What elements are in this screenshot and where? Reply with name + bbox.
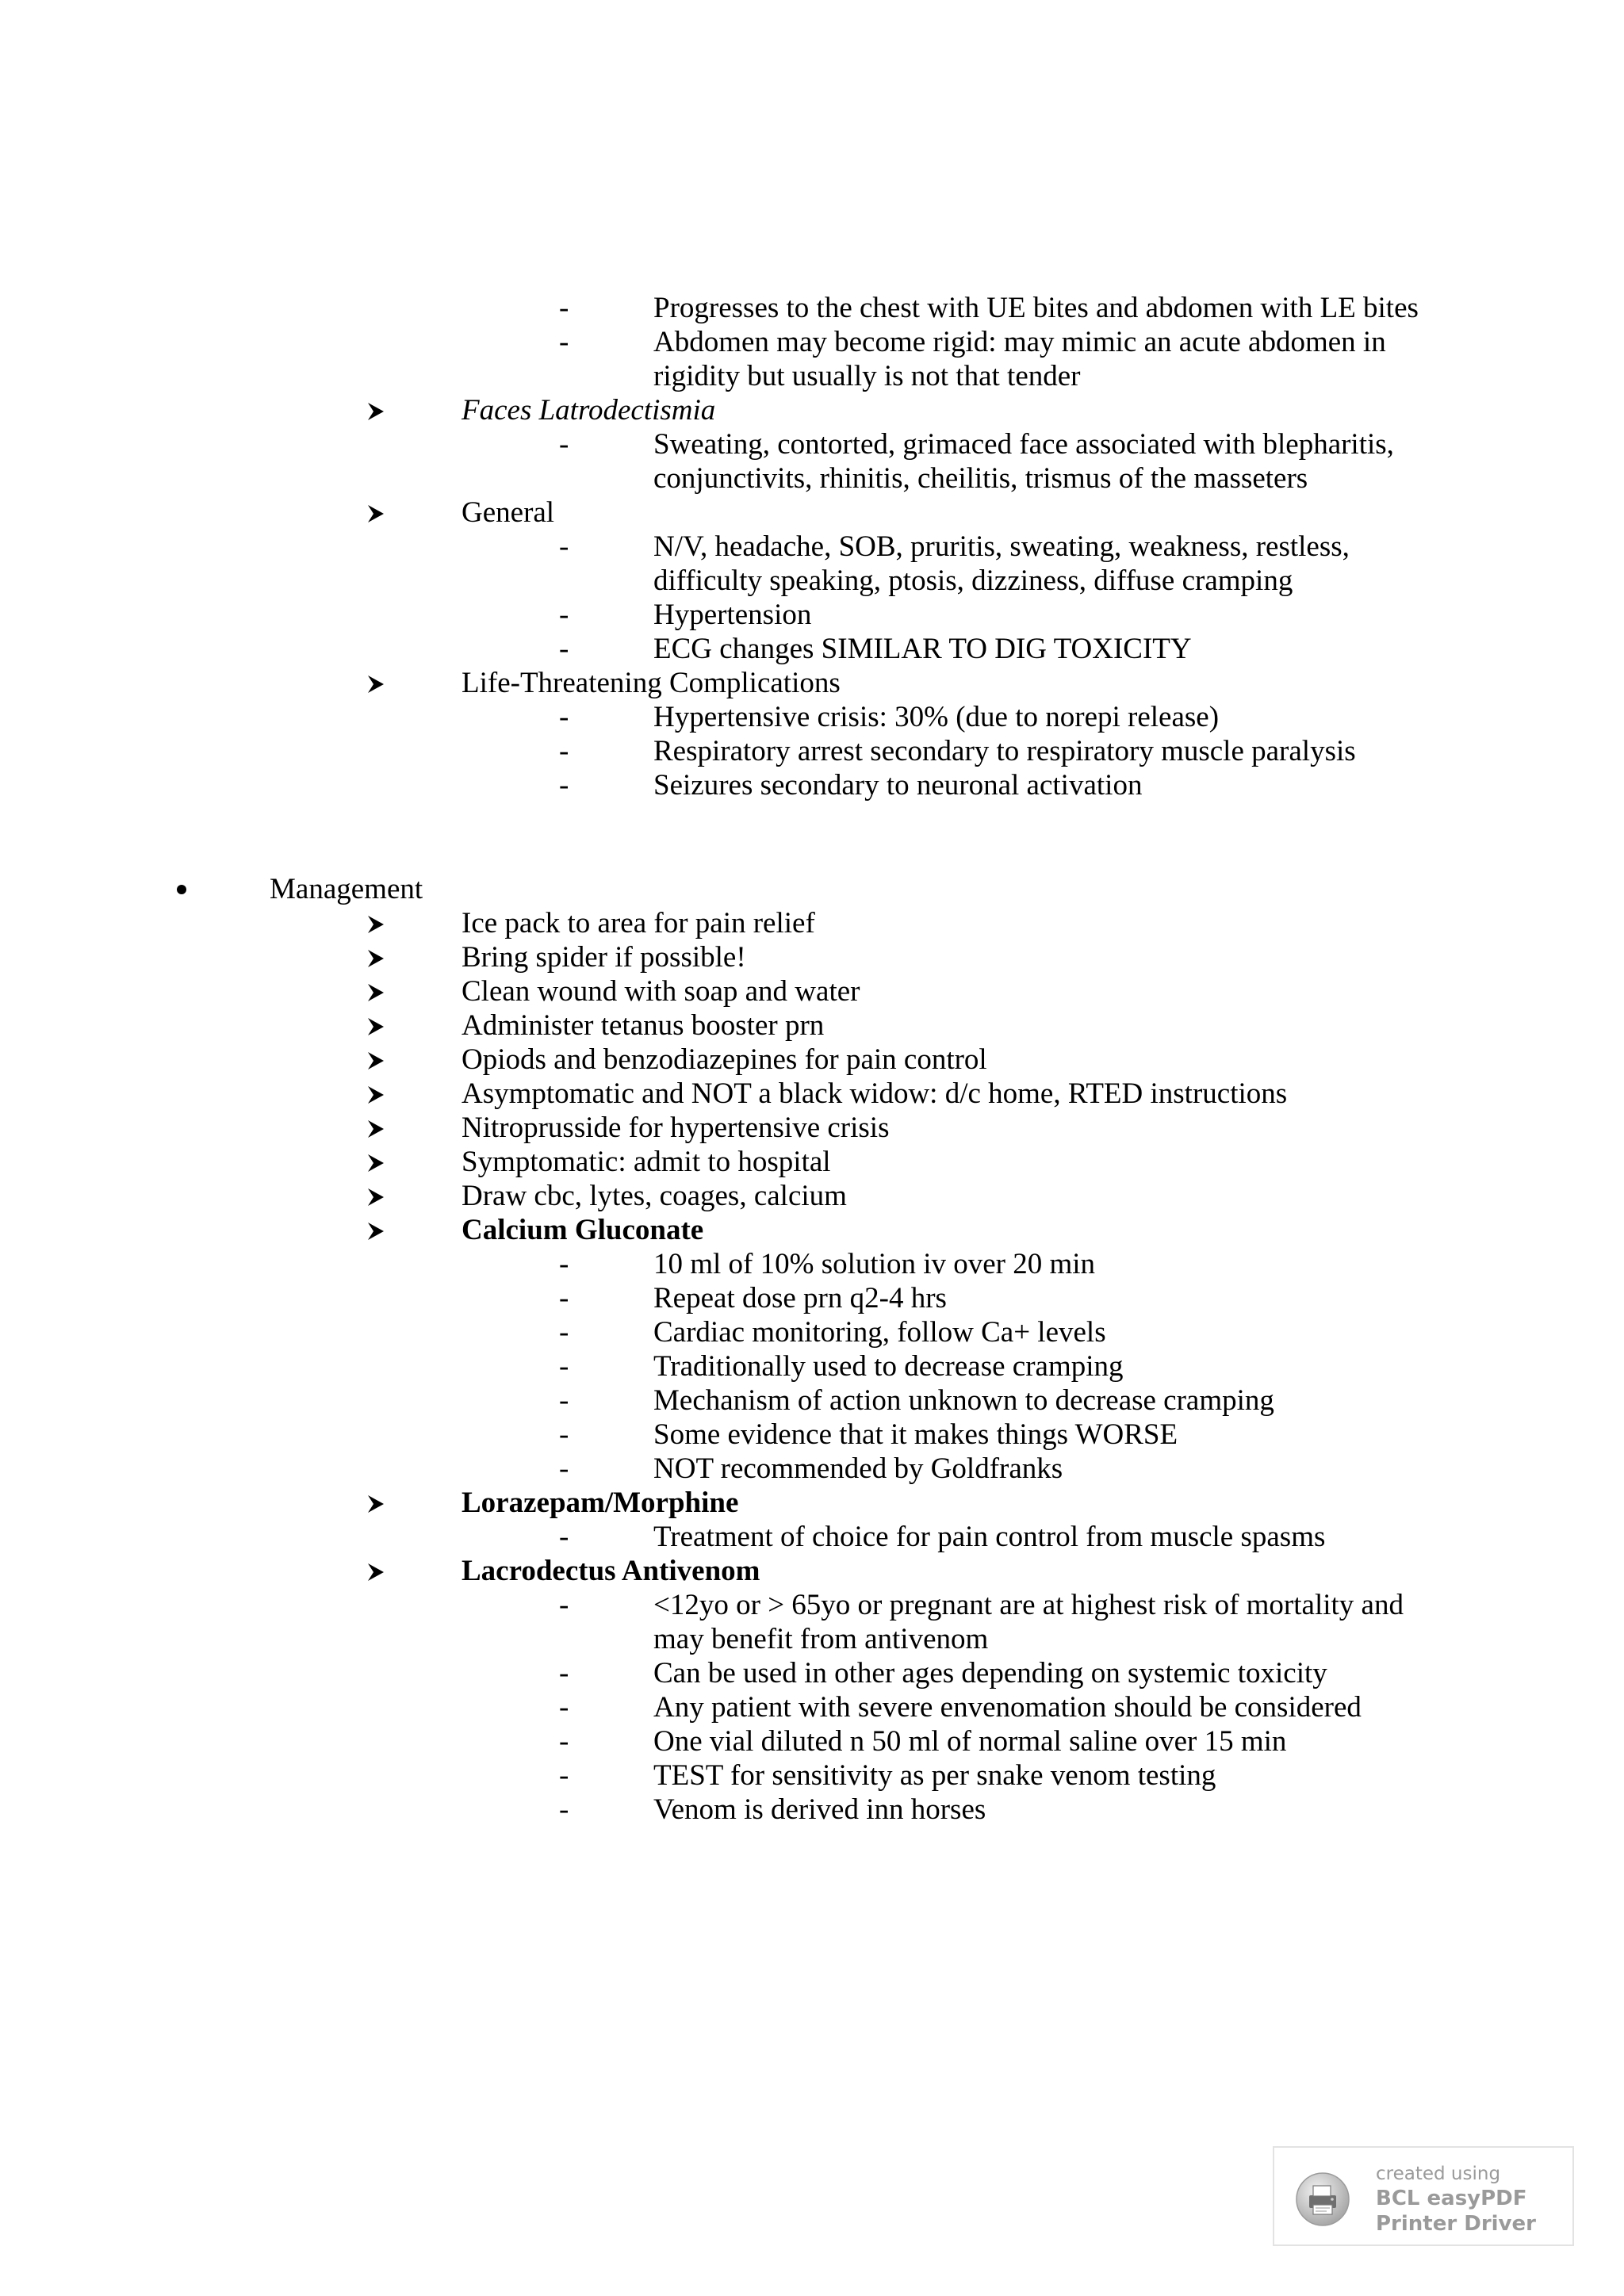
line-text: Hypertensive crisis: 30% (due to norepi release) (653, 701, 1220, 733)
line-text: Lorazepam/Morphine (462, 1487, 739, 1519)
arrow-bullet-icon (366, 974, 390, 1008)
arrow-bullet-icon (366, 1077, 390, 1111)
document-line (0, 1383, 1624, 1418)
dash-marker: - (559, 1282, 569, 1314)
arrow-bullet-icon (366, 496, 390, 530)
badge-line-product: BCL easyPDF (1376, 2187, 1527, 2210)
dash-marker: - (559, 735, 569, 767)
line-text: 10 ml of 10% solution iv over 20 min (653, 1248, 1096, 1280)
document-line (0, 1179, 1624, 1213)
dash-marker: - (559, 599, 569, 631)
document-line (0, 1281, 1624, 1315)
line-text: difficulty speaking, ptosis, dizziness, diffuse cramping (653, 564, 1293, 597)
dash-marker: - (559, 1384, 569, 1417)
document-line (0, 427, 1624, 461)
dash-marker: - (559, 1350, 569, 1383)
line-text: Management (270, 873, 423, 905)
line-text: One vial diluted n 50 ml of normal saline over 15 min (653, 1725, 1287, 1758)
line-text: Hypertension (653, 599, 812, 631)
arrow-bullet-icon (366, 1179, 390, 1213)
arrow-bullet-icon (366, 1486, 390, 1520)
arrow-bullet-icon (366, 1213, 390, 1247)
arrow-bullet-icon (366, 1008, 390, 1043)
dash-marker: - (559, 292, 569, 324)
document-line (0, 974, 1624, 1008)
document-line (0, 530, 1624, 564)
dash-marker: - (559, 701, 569, 733)
line-text: <12yo or > 65yo or pregnant are at highest risk of mortality and (653, 1589, 1404, 1621)
line-text: Nitroprusside for hypertensive crisis (462, 1112, 890, 1144)
arrow-bullet-icon (366, 940, 390, 974)
dash-marker: - (559, 1759, 569, 1792)
dash-marker: - (559, 1521, 569, 1553)
line-text: Asymptomatic and NOT a black widow: d/c home, RTED instructions (462, 1077, 1288, 1110)
document-line (0, 1213, 1624, 1247)
line-text: Calcium Gluconate (462, 1214, 704, 1246)
document-line (0, 461, 1624, 496)
bcl-easypdf-badge (1273, 2146, 1574, 2246)
line-text: rigidity but usually is not that tender (653, 360, 1081, 392)
line-text: Repeat dose prn q2-4 hrs (653, 1282, 947, 1314)
line-text: Any patient with severe envenomation should be considered (653, 1691, 1362, 1724)
document-line (0, 1111, 1624, 1145)
document-line (0, 1554, 1624, 1588)
document-line (0, 1520, 1624, 1554)
line-text: ECG changes SIMILAR TO DIG TOXICITY (653, 633, 1192, 665)
line-text: Opiods and benzodiazepines for pain control (462, 1043, 987, 1076)
dash-marker: - (559, 1589, 569, 1621)
dash-marker: - (559, 1418, 569, 1451)
document-line (0, 1758, 1624, 1793)
document-line (0, 940, 1624, 974)
line-text: Lacrodectus Antivenom (462, 1555, 760, 1587)
document-line (0, 1008, 1624, 1043)
line-text: Ice pack to area for pain relief (462, 907, 815, 939)
arrow-bullet-icon (366, 1145, 390, 1179)
document-line (0, 564, 1624, 598)
document-line (0, 700, 1624, 734)
document-line (0, 1452, 1624, 1486)
line-text: Symptomatic: admit to hospital (462, 1146, 831, 1178)
printer-logo-icon (1295, 2172, 1350, 2227)
line-text: Cardiac monitoring, follow Ca+ levels (653, 1316, 1106, 1349)
arrow-bullet-icon (366, 1043, 390, 1077)
dash-marker: - (559, 633, 569, 665)
line-text: N/V, headache, SOB, pruritis, sweating, weakness, restless, (653, 530, 1350, 563)
document-line (0, 1793, 1624, 1827)
dash-marker: - (559, 1316, 569, 1349)
document-line (0, 1724, 1624, 1758)
document-line (0, 1690, 1624, 1724)
document-line (0, 1145, 1624, 1179)
line-text: Life-Threatening Complications (462, 667, 841, 699)
arrow-bullet-icon (366, 1554, 390, 1588)
dash-marker: - (559, 1793, 569, 1826)
arrow-bullet-icon (366, 393, 390, 427)
dash-marker: - (559, 326, 569, 358)
document-line (0, 906, 1624, 940)
document-line (0, 325, 1624, 359)
line-text: Draw cbc, lytes, coages, calcium (462, 1180, 847, 1212)
dash-marker: - (559, 530, 569, 563)
arrow-bullet-icon (366, 666, 390, 700)
line-text: Sweating, contorted, grimaced face associated with blepharitis, (653, 428, 1394, 461)
document-line (0, 1622, 1624, 1656)
bullet-dot-icon (177, 885, 186, 894)
document-line (0, 734, 1624, 768)
line-text: Traditionally used to decrease cramping (653, 1350, 1124, 1383)
document-line (0, 1486, 1624, 1520)
document-line (0, 768, 1624, 802)
document-line (0, 1418, 1624, 1452)
dash-marker: - (559, 1248, 569, 1280)
line-text: Clean wound with soap and water (462, 975, 860, 1008)
badge-line-driver: Printer Driver (1376, 2212, 1536, 2236)
dash-marker: - (559, 1691, 569, 1724)
line-text: conjunctivits, rhinitis, cheilitis, trismus of the masseters (653, 462, 1308, 495)
document-line (0, 1077, 1624, 1111)
line-text: Bring spider if possible! (462, 941, 746, 974)
line-text: Seizures secondary to neuronal activation (653, 769, 1143, 802)
document-line (0, 359, 1624, 393)
dash-marker: - (559, 1657, 569, 1689)
line-text: Can be used in other ages depending on systemic toxicity (653, 1657, 1327, 1689)
document-line (0, 632, 1624, 666)
document-line (0, 1043, 1624, 1077)
document-line (0, 1656, 1624, 1690)
line-text: Faces Latrodectismia (462, 394, 716, 427)
line-text: may benefit from antivenom (653, 1623, 989, 1655)
line-text: Progresses to the chest with UE bites and abdomen with LE bites (653, 292, 1419, 324)
document-line (0, 496, 1624, 530)
document-line (0, 598, 1624, 632)
dash-marker: - (559, 428, 569, 461)
document-line (0, 1315, 1624, 1349)
document-line (0, 1247, 1624, 1281)
line-text: NOT recommended by Goldfranks (653, 1452, 1063, 1485)
document-line (0, 291, 1624, 325)
dash-marker: - (559, 1725, 569, 1758)
document-line (0, 666, 1624, 700)
line-text: Administer tetanus booster prn (462, 1009, 825, 1042)
badge-line-created: created using (1376, 2164, 1501, 2184)
document-line (0, 1588, 1624, 1622)
dash-marker: - (559, 1452, 569, 1485)
line-text: Venom is derived inn horses (653, 1793, 986, 1826)
arrow-bullet-icon (366, 906, 390, 940)
line-text: TEST for sensitivity as per snake venom testing (653, 1759, 1216, 1792)
document-line (0, 872, 1624, 906)
line-text: General (462, 496, 555, 529)
line-text: Mechanism of action unknown to decrease cramping (653, 1384, 1274, 1417)
line-text: Treatment of choice for pain control from muscle spasms (653, 1521, 1326, 1553)
dash-marker: - (559, 769, 569, 802)
line-text: Abdomen may become rigid: may mimic an acute abdomen in (653, 326, 1386, 358)
document-line (0, 393, 1624, 427)
line-text: Respiratory arrest secondary to respiratory muscle paralysis (653, 735, 1356, 767)
document-line (0, 1349, 1624, 1383)
arrow-bullet-icon (366, 1111, 390, 1145)
badge-text (1376, 2162, 1536, 2237)
line-text: Some evidence that it makes things WORSE (653, 1418, 1178, 1451)
